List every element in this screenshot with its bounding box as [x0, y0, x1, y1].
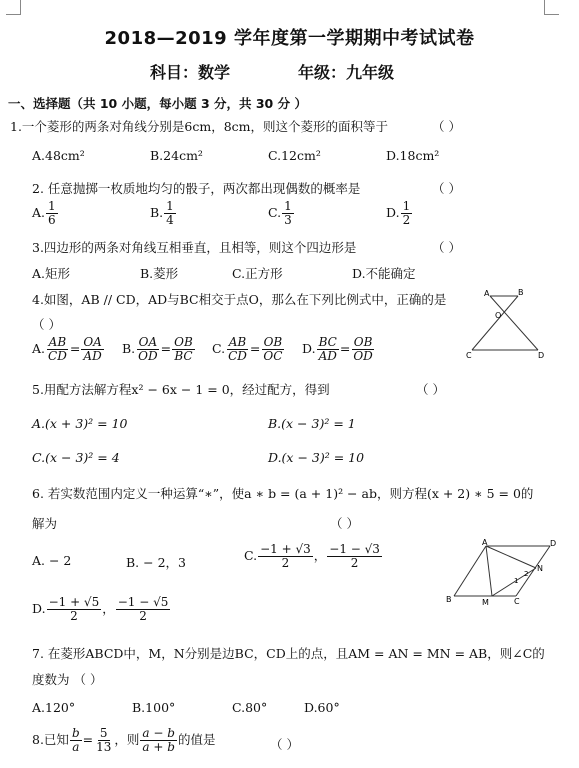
q4-figure — [462, 288, 552, 360]
q4-stem: 4.如图，AB // CD，AD与BC相交于点O，那么在下列比例式中，正确的是 — [32, 292, 447, 307]
q6-paren: （ ） — [330, 516, 359, 531]
q5-paren: （ ） — [416, 382, 445, 397]
q3-stem: 3.四边形的两条对角线互相垂直，且相等，则这个四边形是 — [32, 240, 357, 255]
q2-option-c: C. $\frac{1}{3}$ — [268, 199, 292, 227]
q7-option-a: A.120° — [32, 700, 76, 715]
q1-option-b: B.24cm² — [150, 148, 203, 163]
grade-label: 年级：九年级 — [298, 63, 395, 82]
q4-option-b: B. $\frac{OA}{OD}$ = $\frac{OB}{BC}$ — [122, 335, 193, 363]
q2-stem: 2. 任意抛掷一枚质地均匀的骰子，两次都出现偶数的概率是 — [32, 181, 361, 196]
fig4-label-b: B — [518, 288, 524, 297]
fig4-label-c: C — [466, 351, 472, 360]
q1-stem: 1.一个菱形的两条对角线分别是6cm，8cm，则这个菱形的面积等于 — [10, 119, 389, 134]
q5-stem: 5.用配方法解方程x² − 6x − 1 = 0，经过配方，得到 — [32, 382, 330, 397]
q7-option-d: D.60° — [304, 700, 340, 715]
q6-figure — [444, 538, 564, 610]
q8-stem: 8.已知 $\frac{b}{a}$ = $\frac{5}{13}$ ，则 $\frac{a - b}{a + b}$ 的值是 — [32, 726, 216, 754]
q2-option-a: A. $\frac{1}{6}$ — [32, 199, 56, 227]
q2-option-b: B. $\frac{1}{4}$ — [150, 199, 174, 227]
q6-option-d: D. $\frac{-1 + √5}{2}$ ， $\frac{-1 - √5}{2}$ — [32, 595, 169, 623]
q8-paren: （ ） — [270, 737, 299, 752]
q1-option-a: A.48cm² — [32, 148, 85, 163]
q4-option-c: C. $\frac{AB}{CD}$ = $\frac{OB}{OC}$ — [212, 335, 283, 363]
q4-option-a: A. $\frac{AB}{CD}$ = $\frac{OA}{AD}$ — [32, 335, 102, 363]
q1-paren: （ ） — [432, 119, 461, 134]
q2-option-d: D. $\frac{1}{2}$ — [386, 199, 411, 227]
q6-stem-2: 解为 — [32, 516, 58, 531]
q6-stem: 6. 若实数范围内定义一种运算“∗”，使a ∗ b = (a + 1)² − ab，则方程(x + 2) ∗ 5 = 0的 — [32, 486, 534, 501]
q5-option-a: A.(x + 3)² = 10 — [32, 416, 128, 431]
section-heading: 一、选择题（共 10 小题，每小题 3 分，共 30 分 ） — [8, 96, 307, 111]
q5-option-b: B.(x − 3)² = 1 — [268, 416, 356, 431]
fig4-label-d: D — [538, 351, 545, 360]
q5-option-c: C.(x − 3)² = 4 — [32, 450, 120, 465]
q4-option-d: D. $\frac{BC}{AD}$ = $\frac{OB}{OD}$ — [302, 335, 373, 363]
fig6-angle-1: 1 — [514, 577, 519, 585]
fig6-label-d: D — [550, 539, 557, 548]
q6-option-b: B. − 2，3 — [126, 555, 186, 570]
fig4-label-o: O — [495, 311, 502, 320]
q6-option-c: C. $\frac{-1 + √3}{2}$ ， $\frac{-1 - √3}{2}$ — [244, 542, 380, 570]
subject-label: 科目：数学 — [150, 63, 231, 82]
q6-option-a: A. − 2 — [32, 553, 72, 568]
q7-option-b: B.100° — [132, 700, 176, 715]
fig6-label-c: C — [514, 597, 520, 606]
q3-option-c: C.正方形 — [232, 266, 283, 281]
q1-option-d: D.18cm² — [386, 148, 440, 163]
q7-option-c: C.80° — [232, 700, 268, 715]
fig6-label-m: M — [482, 598, 489, 607]
q5-option-d: D.(x − 3)² = 10 — [268, 450, 365, 465]
corner-mark-left — [6, 0, 21, 15]
q3-paren: （ ） — [432, 240, 461, 255]
fig6-label-n: N — [537, 564, 543, 573]
q4-paren: （ ） — [32, 317, 61, 332]
fig4-label-a: A — [484, 289, 490, 298]
q1-option-c: C.12cm² — [268, 148, 321, 163]
exam-title: 2018—2019 学年度第一学期期中考试试卷 — [104, 28, 475, 49]
q3-option-d: D.不能确定 — [352, 266, 416, 281]
corner-mark-right — [544, 0, 559, 15]
q7-stem: 7. 在菱形ABCD中，M，N分别是边BC，CD上的点，且AM = AN = MN = AB，则∠C的 — [32, 646, 545, 661]
fig6-label-b: B — [446, 595, 452, 604]
q7-stem-2: 度数为 （ ） — [32, 672, 103, 687]
q3-option-a: A.矩形 — [32, 266, 71, 281]
q2-paren: （ ） — [432, 181, 461, 196]
fig6-label-a: A — [482, 538, 488, 547]
fig6-angle-2: 2 — [524, 570, 529, 578]
q3-option-b: B.菱形 — [140, 266, 179, 281]
